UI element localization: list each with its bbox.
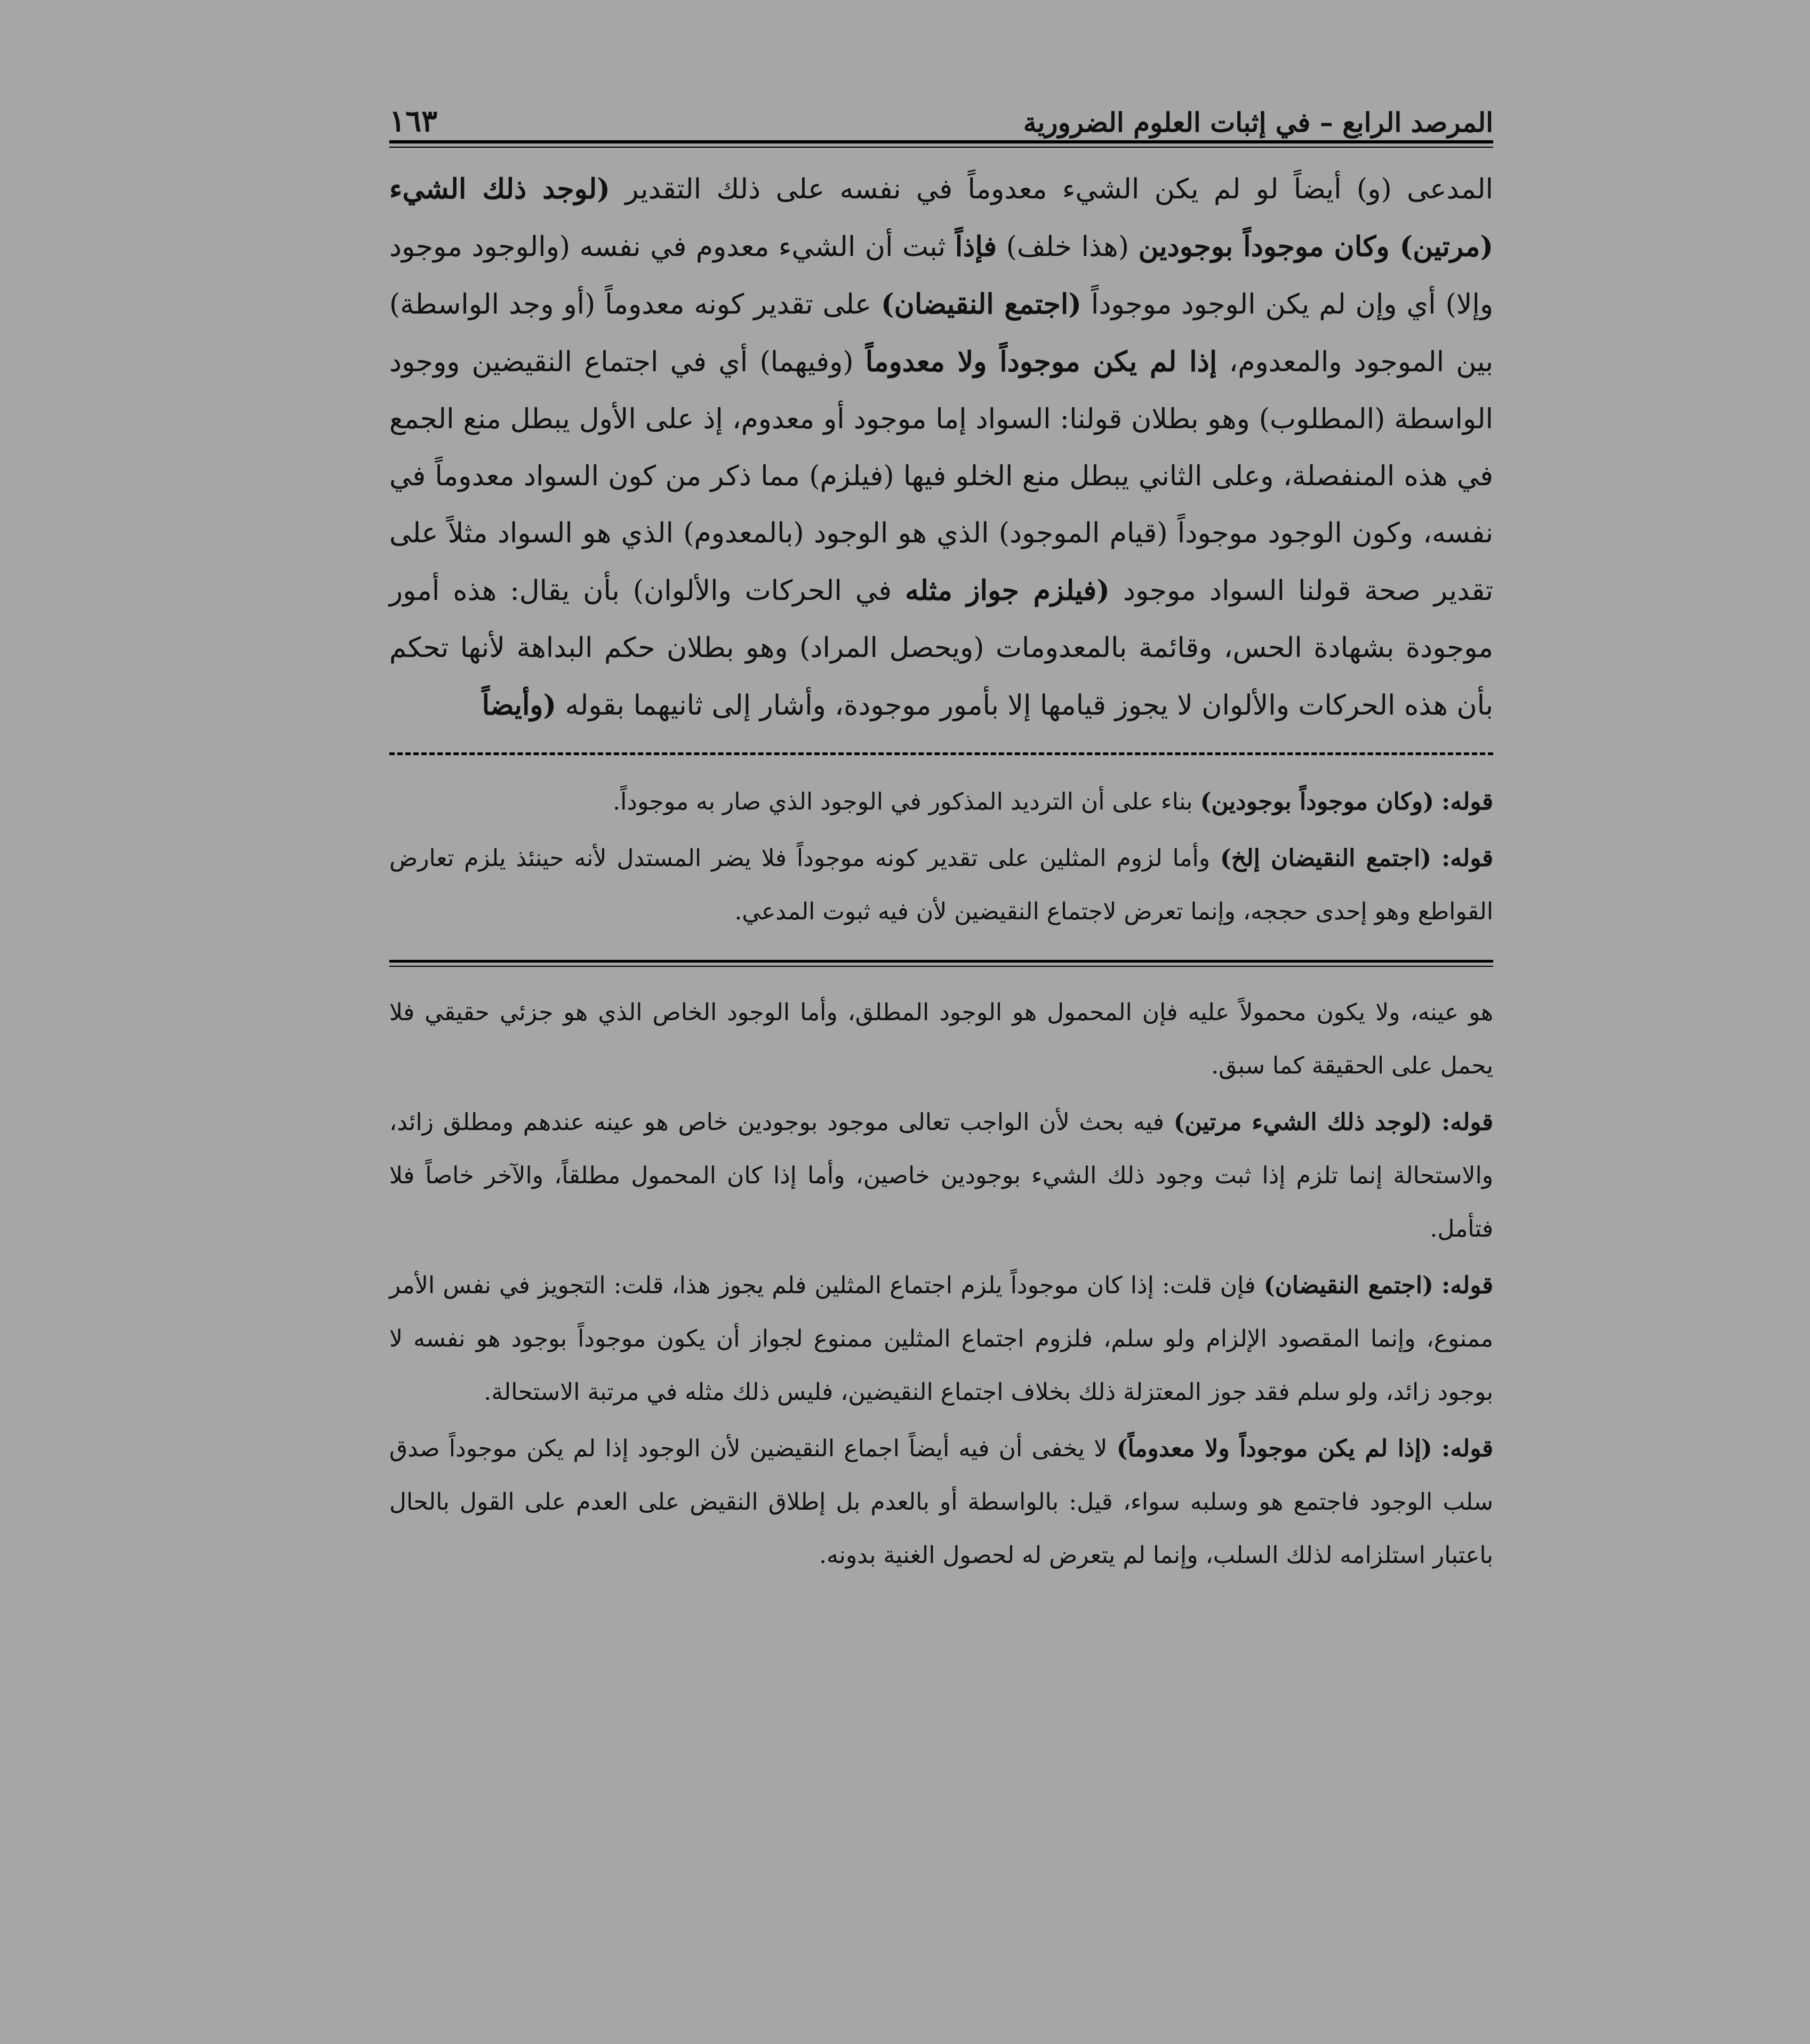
main-segment-bold: إذا لم يكن موجوداً ولا معدوماً	[865, 346, 1218, 378]
note-text: فيه بحث لأن الواجب تعالى موجود بوجودين خاص هو عينه عندهم ومطلق زائد، والاستحالة إنما تلزم إذا ثبت وجود ذلك الشيء بوجودين خاصين، وأما إذا كان المحمول مطلقاً، والآخر خاصاً فلا فتأمل.	[389, 1109, 1493, 1243]
main-segment-bold: (وأيضاً	[482, 689, 557, 722]
note-quote: (وكان موجوداً بوجودين)	[1200, 788, 1434, 815]
note-text: بناء على أن الترديد المذكور في الوجود الذي صار به موجوداً.	[613, 788, 1200, 815]
main-segment-bold: فإذاً	[955, 230, 997, 263]
upper-note	[389, 775, 1493, 829]
main-segment-bold: (اجتمع النقيضان)	[881, 288, 1082, 320]
note-label: قوله:	[1441, 1435, 1493, 1462]
note-quote: (لوجد ذلك الشيء مرتين)	[1173, 1109, 1432, 1136]
main-segment: في الحركات والألوان) بأن يقال: هذه أمور موجودة بشهادة الحس، وقائمة بالمعدومات (ويحصل المراد) وهو بطلان حكم البداهة لأنها تحكم بأن هذه الحركات والألوان لا يجوز قيامها إلا بأمور موجودة، وأشار إلى ثانيهما بقوله	[389, 575, 1493, 722]
main-segment: على تقدير كونه معدوماً (أو وجد الواسطة) بين الموجود والمعدوم،	[389, 288, 1493, 378]
lower-note	[389, 1259, 1493, 1419]
running-title: المرصد الرابع – في إثبات العلوم الضرورية	[1023, 107, 1493, 138]
notes-rule	[389, 960, 1493, 967]
lower-note	[389, 986, 1493, 1093]
main-segment: (وفيهما) أي في اجتماع النقيضين ووجود الواسطة (المطلوب) وهو بطلان قولنا: السواد إما موجود أو معدوم، إذ على الأول يبطل منع الجمع في هذه المنفصلة، وعلى الثاني يبطل منع الخلو فيها (فيلزم) مما ذكر من كون السواد معدوماً في نفسه، وكون الوجود موجوداً (قيام الموجود) الذي هو الوجود (بالمعدوم) الذي هو السواد مثلاً على تقدير صحة قولنا السواد موجود	[389, 346, 1494, 607]
note-quote: (اجتمع النقيضان)	[1263, 1272, 1433, 1299]
upper-note	[389, 832, 1493, 939]
running-header	[389, 80, 1493, 139]
main-text	[389, 161, 1493, 734]
note-label: قوله:	[1441, 845, 1493, 872]
note-text: لا يخفى أن فيه أيضاً اجماع النقيضين لأن الوجود إذا لم يكن موجوداً صدق سلب الوجود فاجتمع هو وسلبه سواء، قيل: بالواسطة أو بالعدم بل إطلاق النقيض على العدم على القول بالحال باعتبار استلزامه لذلك السلب، وإنما لم يتعرض له لحصول الغنية بدونه.	[389, 1435, 1493, 1569]
page-number: ١٦٣	[389, 103, 438, 139]
note-quote: (إذا لم يكن موجوداً ولا معدوماً)	[1116, 1435, 1432, 1462]
header-rule	[389, 140, 1493, 148]
main-segment: المدعى (و) أيضاً لو لم يكن الشيء معدوماً في نفسه على ذلك التقدير	[610, 173, 1493, 205]
main-segment: ثبت أن الشيء معدوم في نفسه (والوجود موجود وإلا) أي وإن لم يكن الوجود موجوداً	[389, 231, 1493, 320]
lower-note	[389, 1096, 1493, 1256]
note-text: فإن قلت: إذا كان موجوداً يلزم اجتماع المثلين فلم يجوز هذا، قلت: التجويز في نفس الأمر ممنوع، وإنما المقصود الإلزام ولو سلم، فلزوم اجتماع المثلين ممنوع لجواز أن يكون موجوداً بوجود هو نفسه لا بوجود زائد، ولو سلم فقد جوز المعتزلة ذلك بخلاف اجتماع النقيضين، فليس ذلك مثله في مرتبة الاستحالة.	[389, 1272, 1493, 1406]
text-column	[389, 80, 1493, 1585]
note-text: وأما لزوم المثلين على تقدير كونه موجوداً فلا يضر المستدل لأنه حينئذ يلزم تعارض القواطع وهو إحدى حججه، وإنما تعرض لاجتماع النقيضين لأن فيه ثبوت المدعي.	[389, 845, 1493, 925]
note-text: هو عينه، ولا يكون محمولاً عليه فإن المحمول هو الوجود المطلق، وأما الوجود الخاص الذي هو جزئي حقيقي فلا يحمل على الحقيقة كما سبق.	[389, 999, 1493, 1079]
lower-note	[389, 1422, 1493, 1582]
note-label: قوله:	[1441, 1272, 1493, 1299]
note-quote: (اجتمع النقيضان إلخ)	[1220, 845, 1432, 872]
main-segment: (هذا خلف)	[997, 231, 1139, 263]
dashed-separator	[389, 752, 1493, 755]
main-segment-bold: (فيلزم جواز مثله	[905, 574, 1110, 607]
note-label: قوله:	[1441, 788, 1493, 815]
note-label: قوله:	[1441, 1109, 1493, 1136]
main-segment-bold: (لوجد ذلك الشيء (مرتين) وكان موجوداً بوجودين	[389, 173, 1494, 263]
